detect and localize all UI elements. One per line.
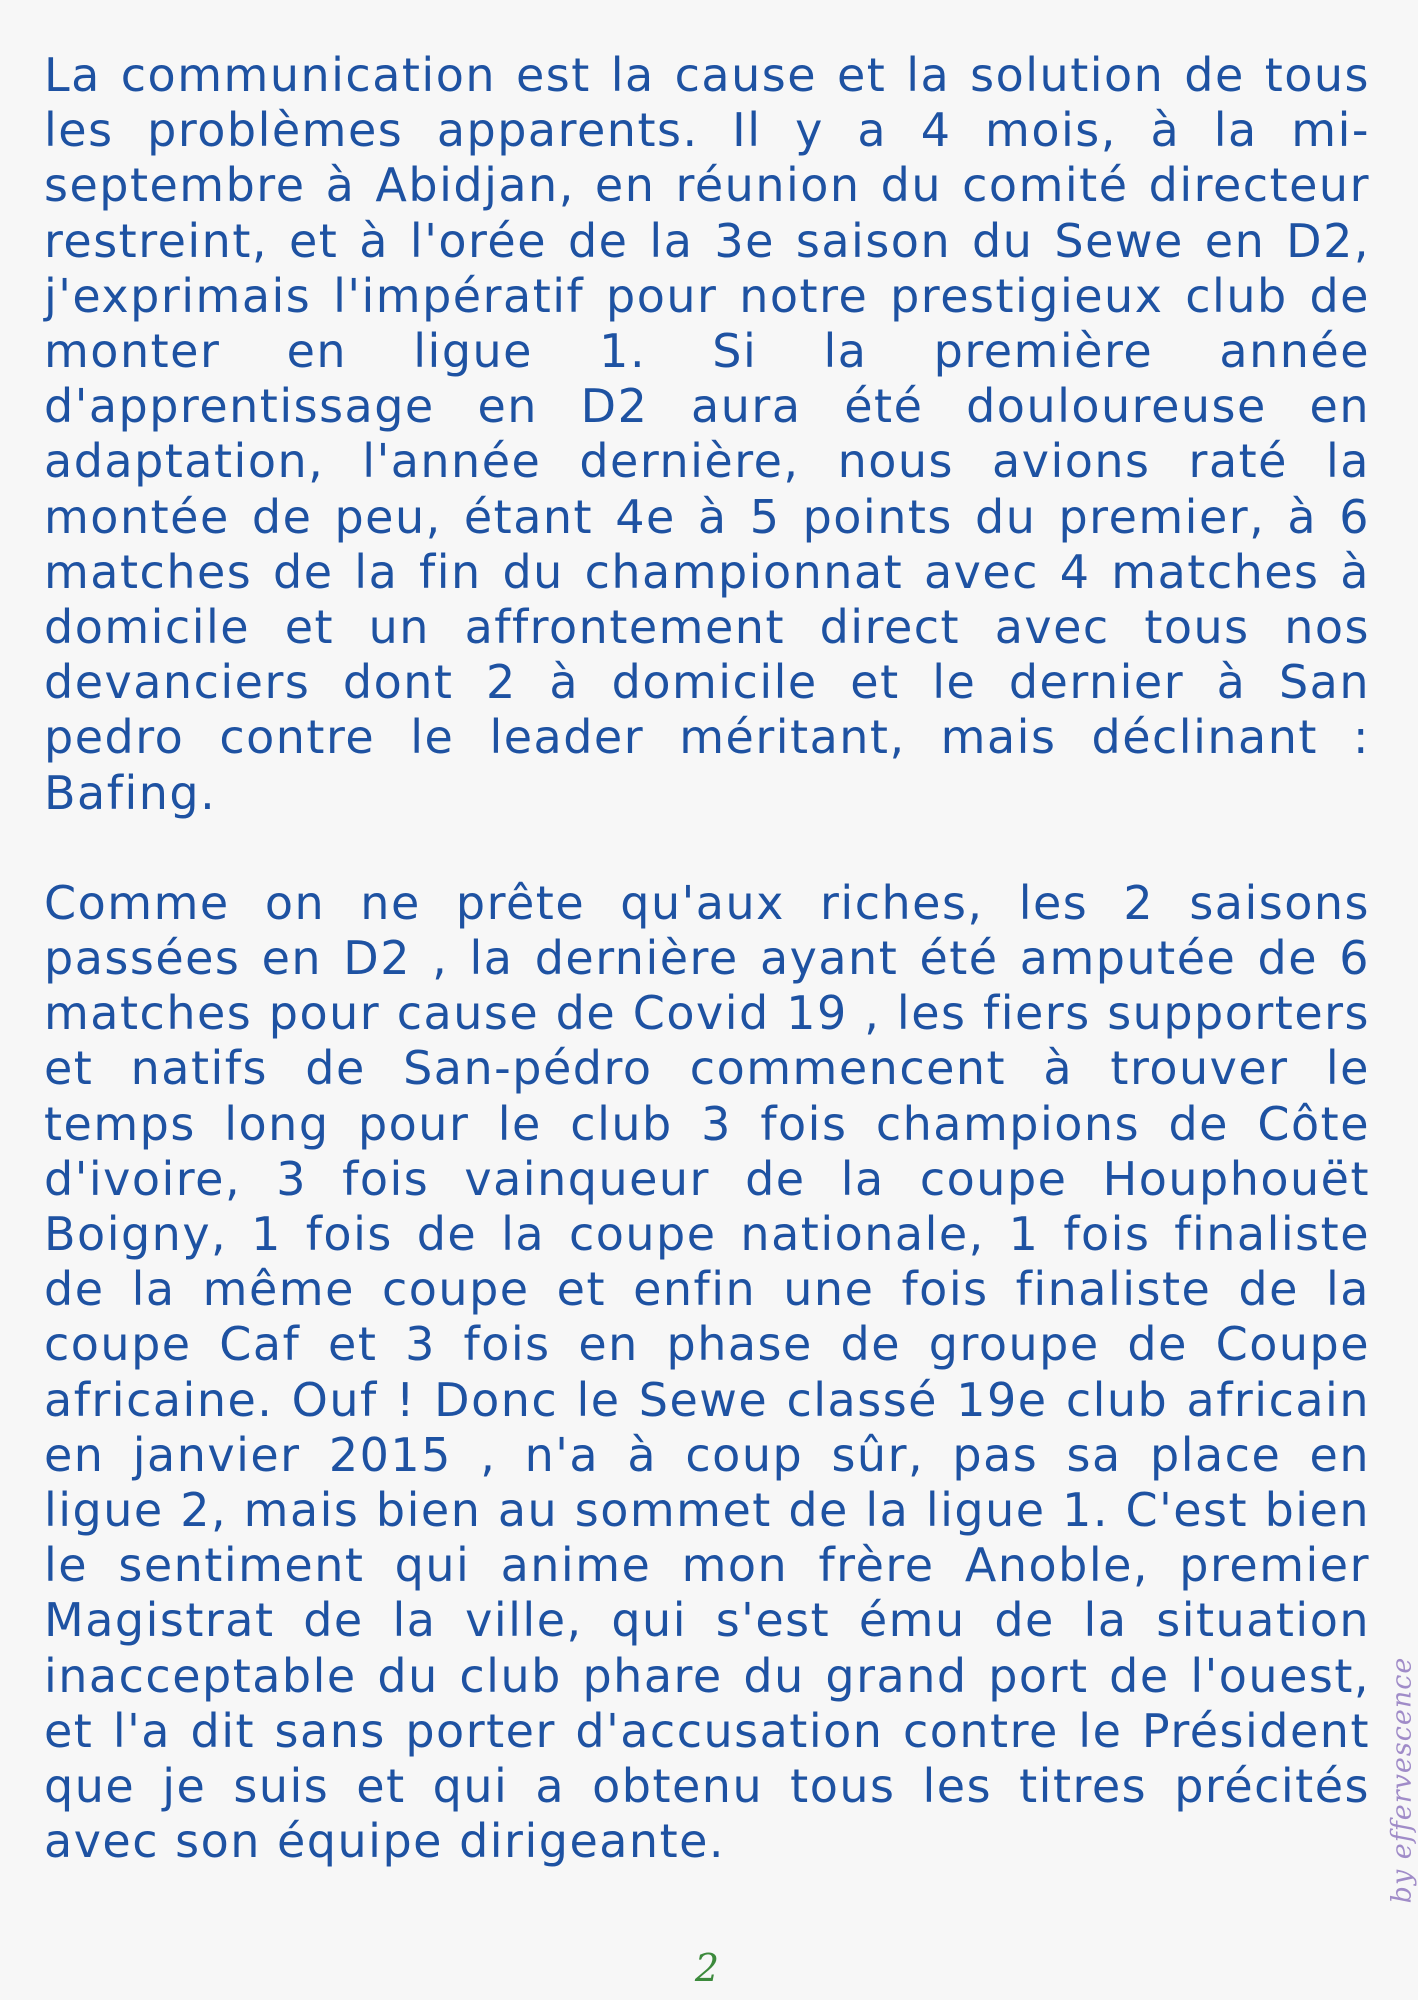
document-body bbox=[44, 48, 1370, 1870]
page-number: 2 bbox=[694, 1946, 720, 1990]
paragraph-1: La communication est la cause et la solution de tous les problèmes apparents. Il y a 4 mois, à la mi-septembre à Abidjan, en réunion du comité directeur restreint, et à l'orée de la 3e saison du Sewe en D2, j'exprimais l'impératif pour notre prestigieux club de monter en ligue 1. Si la première année d'apprentissage en D2 aura été douloureuse en adaptation, l'année dernière, nous avions raté la montée de peu, étant 4e à 5 points du premier, à 6 matches de la fin du championnat avec 4 matches à domicile et un affrontement direct avec tous nos devanciers dont 2 à domicile et le dernier à San pedro contre le leader méritant, mais déclinant : Bafing. bbox=[44, 48, 1370, 820]
author-signature: by effervescence bbox=[1386, 1656, 1418, 1904]
paragraph-2: Comme on ne prête qu'aux riches, les 2 saisons passées en D2 , la dernière ayant été amputée de 6 matches pour cause de Covid 19 , les fiers supporters et natifs de San-pédro commencent à trouver le temps long pour le club 3 fois champions de Côte d'ivoire, 3 fois vainqueur de la coupe Houphouët Boigny, 1 fois de la coupe nationale, 1 fois finaliste de la même coupe et enfin une fois finaliste de la coupe Caf et 3 fois en phase de groupe de Coupe africaine. Ouf ! Donc le Sewe classé 19e club africain en janvier 2015 , n'a à coup sûr, pas sa place en ligue 2, mais bien au sommet de la ligue 1. C'est bien le sentiment qui anime mon frère Anoble, premier Magistrat de la ville, qui s'est ému de la situation inacceptable du club phare du grand port de l'ouest, et l'a dit sans porter d'accusation contre le Président que je suis et qui a obtenu tous les titres précités avec son équipe dirigeante. bbox=[44, 875, 1370, 1869]
